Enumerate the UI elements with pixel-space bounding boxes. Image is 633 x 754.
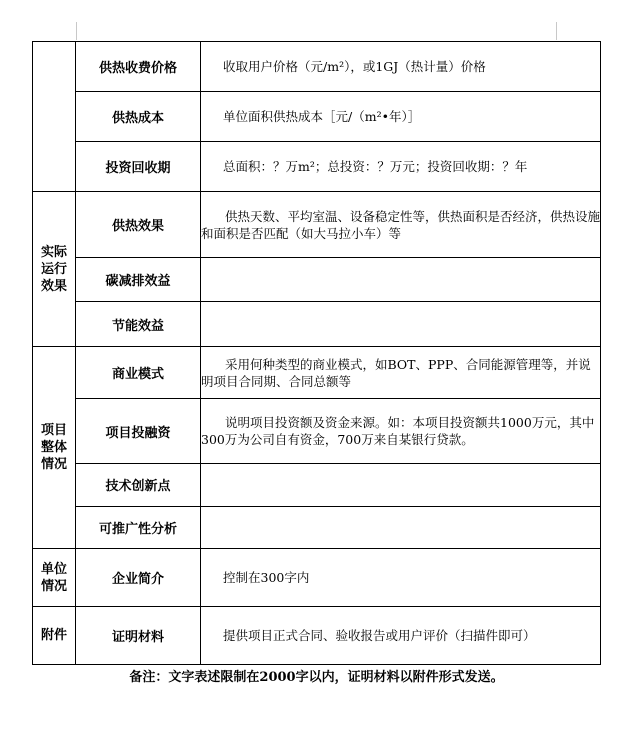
row-value-text: 提供项目正式合同、验收报告或用户评价（扫描件即可）	[223, 628, 536, 644]
row-label: 商业模式	[76, 347, 201, 399]
row-value-text: 采用何种类型的商业模式，如BOT、PPP、合同能源管理等，并说明项目合同期、合同总额等	[201, 356, 591, 389]
row-label: 投资回收期	[76, 142, 201, 192]
table-row	[33, 91, 601, 142]
row-value[interactable]	[201, 91, 601, 142]
footnote: 备注：文字表述限制在2000字以内，证明材料以附件形式发送。	[129, 670, 504, 685]
row-value[interactable]	[201, 258, 601, 302]
table-row	[33, 142, 601, 192]
row-value[interactable]	[201, 192, 601, 258]
project-info-table	[32, 41, 601, 665]
row-value[interactable]	[201, 42, 601, 92]
row-label: 可推广性分析	[76, 506, 201, 549]
row-value-text: 说明项目投资额及资金来源。如：本项目投资额共1000万元，其中300万为公司自有资金，700万来自某银行贷款。	[201, 415, 595, 448]
row-label: 节能效益	[76, 301, 201, 347]
margin-mark-right	[556, 22, 557, 40]
row-value[interactable]	[201, 142, 601, 192]
table-row	[33, 549, 601, 607]
row-label: 项目投融资	[76, 399, 201, 464]
table-row	[33, 258, 601, 302]
row-label: 技术创新点	[76, 464, 201, 507]
row-label: 供热成本	[76, 91, 201, 142]
category-label: 实际运行效果	[40, 244, 67, 294]
category-label: 附件	[40, 628, 67, 644]
row-label: 供热效果	[76, 192, 201, 258]
category-label: 单位情况	[40, 561, 67, 594]
category-project	[33, 347, 76, 549]
row-label: 企业简介	[76, 549, 201, 607]
row-value-text: 供热天数、平均室温、设备稳定性等，供热面积是否经济，供热设施和面积是否匹配（如大马拉小车）等	[201, 208, 601, 241]
category-cell-empty	[33, 42, 76, 192]
row-value[interactable]	[201, 399, 601, 464]
row-value[interactable]	[201, 607, 601, 665]
row-value[interactable]	[201, 347, 601, 399]
row-label: 碳减排效益	[76, 258, 201, 302]
margin-mark-left	[76, 22, 77, 40]
row-value[interactable]	[201, 506, 601, 549]
category-label: 项目整体情况	[40, 423, 67, 473]
table-row	[33, 607, 601, 665]
row-label: 供热收费价格	[76, 42, 201, 92]
table-row	[33, 347, 601, 399]
table-row	[33, 399, 601, 464]
row-value-text: 总面积：？万m²；总投资：？万元；投资回收期：？年	[223, 159, 528, 175]
row-value[interactable]	[201, 549, 601, 607]
row-label: 证明材料	[76, 607, 201, 665]
row-value-text: 单位面积供热成本［元/（m²•年）］	[223, 109, 421, 125]
table-row	[33, 506, 601, 549]
category-unit	[33, 549, 76, 607]
table-row	[33, 301, 601, 347]
table-row	[33, 42, 601, 92]
table-row	[33, 464, 601, 507]
row-value-text: 收取用户价格（元/m²），或1GJ（热计量）价格	[223, 58, 486, 74]
row-value[interactable]	[201, 301, 601, 347]
table-row	[33, 192, 601, 258]
category-attachment	[33, 607, 76, 665]
row-value-text: 控制在300字内	[223, 570, 310, 586]
row-value[interactable]	[201, 464, 601, 507]
category-operation	[33, 192, 76, 347]
